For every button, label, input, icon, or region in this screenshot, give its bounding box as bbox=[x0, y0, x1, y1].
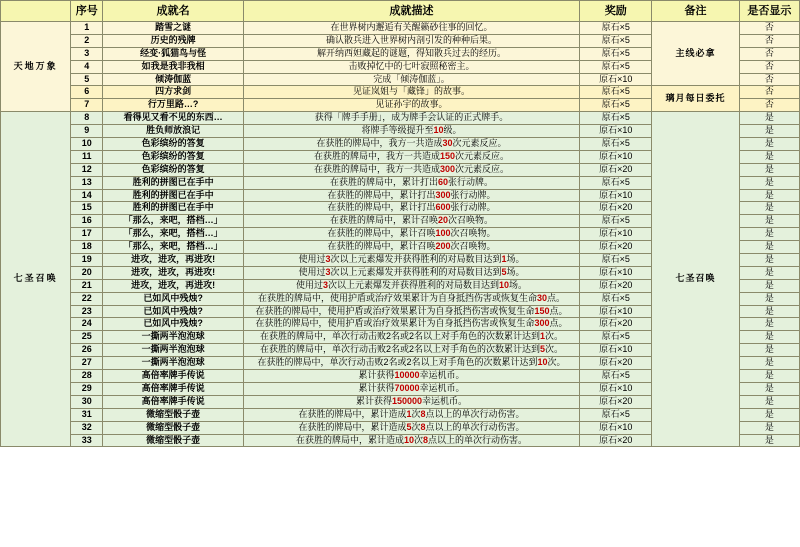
achievement-reward: 原石×20 bbox=[580, 241, 652, 254]
achievement-description: 解开纳西妲藏起的谜题，得知散兵过去的经历。 bbox=[243, 47, 579, 60]
row-index: 22 bbox=[71, 292, 103, 305]
display-flag: 否 bbox=[739, 99, 799, 112]
row-index: 21 bbox=[71, 279, 103, 292]
achievement-name: 一撕两半泡泡球 bbox=[103, 357, 244, 370]
achievement-reward: 原石×20 bbox=[580, 318, 652, 331]
achievement-name: 「那么，来吧，搭档…」 bbox=[103, 228, 244, 241]
achievement-description: 在获胜的牌局中，累计打出300张行动牌。 bbox=[243, 189, 579, 202]
achievement-description: 获得「牌手手册」，成为牌手会认证的正式牌手。 bbox=[243, 112, 579, 125]
display-flag: 是 bbox=[739, 370, 799, 383]
row-index: 25 bbox=[71, 331, 103, 344]
header-cell-5: 备注 bbox=[652, 1, 739, 22]
display-flag: 是 bbox=[739, 318, 799, 331]
achievement-description: 在获胜的牌局中，使用护盾或治疗效果累计为自身抵挡伤害或恢复生命300点。 bbox=[243, 318, 579, 331]
achievement-reward: 原石×10 bbox=[580, 73, 652, 86]
achievement-name: 高倍率牌手传说 bbox=[103, 370, 244, 383]
display-flag: 是 bbox=[739, 163, 799, 176]
header-cell-6: 是否显示 bbox=[739, 1, 799, 22]
achievement-description: 累计获得10000幸运机币。 bbox=[243, 370, 579, 383]
row-index: 30 bbox=[71, 395, 103, 408]
achievement-name: 微缩型骰子壶 bbox=[103, 434, 244, 447]
achievement-reward: 原石×5 bbox=[580, 34, 652, 47]
row-index: 26 bbox=[71, 344, 103, 357]
achievement-reward: 原石×5 bbox=[580, 292, 652, 305]
achievement-description: 确认散兵进入世界树内剖引发的种种后果。 bbox=[243, 34, 579, 47]
row-index: 9 bbox=[71, 125, 103, 138]
row-index: 19 bbox=[71, 254, 103, 267]
table-row[interactable] bbox=[1, 112, 800, 125]
achievement-name: 经变·狐猫鸟与怪 bbox=[103, 47, 244, 60]
row-index: 14 bbox=[71, 189, 103, 202]
header-cell-3: 成就描述 bbox=[243, 1, 579, 22]
achievement-name: 高倍率牌手传说 bbox=[103, 382, 244, 395]
display-flag: 是 bbox=[739, 215, 799, 228]
row-index: 10 bbox=[71, 138, 103, 151]
achievement-name: 一撕两半泡泡球 bbox=[103, 344, 244, 357]
achievement-reward: 原石×5 bbox=[580, 408, 652, 421]
display-flag: 是 bbox=[739, 421, 799, 434]
achievement-name: 微缩型骰子壶 bbox=[103, 408, 244, 421]
achievement-name: 已如风中残烛? bbox=[103, 305, 244, 318]
row-index: 27 bbox=[71, 357, 103, 370]
achievement-description: 在获胜的牌局中，累计召唤20次召唤物。 bbox=[243, 215, 579, 228]
display-flag: 是 bbox=[739, 150, 799, 163]
achievement-description: 在获胜的牌局中，累计打出600张行动牌。 bbox=[243, 202, 579, 215]
achievement-description: 在获胜的牌局中，我方一共造成300次元素反应。 bbox=[243, 163, 579, 176]
table-row[interactable] bbox=[1, 22, 800, 35]
achievement-reward: 原石×5 bbox=[580, 254, 652, 267]
table-header-row bbox=[1, 1, 800, 22]
row-index: 7 bbox=[71, 99, 103, 112]
row-index: 3 bbox=[71, 47, 103, 60]
row-index: 23 bbox=[71, 305, 103, 318]
achievement-reward: 原石×5 bbox=[580, 86, 652, 99]
display-flag: 是 bbox=[739, 254, 799, 267]
achievement-reward: 原石×20 bbox=[580, 163, 652, 176]
row-index: 4 bbox=[71, 60, 103, 73]
achievement-reward: 原石×20 bbox=[580, 357, 652, 370]
display-flag: 是 bbox=[739, 138, 799, 151]
category-cell-qisheng: 七圣召唤 bbox=[1, 112, 71, 447]
table-row[interactable] bbox=[1, 86, 800, 99]
achievement-reward: 原石×10 bbox=[580, 266, 652, 279]
display-flag: 是 bbox=[739, 202, 799, 215]
achievement-description: 在获胜的牌局中，累计召唤200次召唤物。 bbox=[243, 241, 579, 254]
achievement-name: 色彩缤纷的答复 bbox=[103, 150, 244, 163]
display-flag: 否 bbox=[739, 34, 799, 47]
achievement-name: 进攻，进攻，再进攻! bbox=[103, 254, 244, 267]
display-flag: 否 bbox=[739, 22, 799, 35]
row-index: 32 bbox=[71, 421, 103, 434]
achievement-description: 在获胜的牌局中，我方一共造成150次元素反应。 bbox=[243, 150, 579, 163]
achievement-name: 胜利的拼图已在手中 bbox=[103, 202, 244, 215]
achievement-reward: 原石×5 bbox=[580, 176, 652, 189]
display-flag: 否 bbox=[739, 73, 799, 86]
achievement-reward: 原石×5 bbox=[580, 215, 652, 228]
display-flag: 是 bbox=[739, 408, 799, 421]
display-flag: 否 bbox=[739, 60, 799, 73]
achievement-name: 胜利的拼图已在手中 bbox=[103, 176, 244, 189]
achievement-name: 如我是我非我相 bbox=[103, 60, 244, 73]
row-index: 13 bbox=[71, 176, 103, 189]
achievement-description: 在世界树内邂逅有关醒籁砂往事的回忆。 bbox=[243, 22, 579, 35]
display-flag: 否 bbox=[739, 86, 799, 99]
achievement-description: 在获胜的牌局中，单次行动击败2名或2名以上对手角色的次数累计达到5次。 bbox=[243, 344, 579, 357]
achievement-description: 累计获得150000幸运机币。 bbox=[243, 395, 579, 408]
display-flag: 是 bbox=[739, 189, 799, 202]
achievement-name: 已如风中残烛? bbox=[103, 318, 244, 331]
row-index: 33 bbox=[71, 434, 103, 447]
display-flag: 是 bbox=[739, 112, 799, 125]
achievement-name: 胜负师放浪记 bbox=[103, 125, 244, 138]
achievement-name: 进攻，进攻，再进攻! bbox=[103, 266, 244, 279]
achievement-description: 见证孙宇的故事。 bbox=[243, 99, 579, 112]
category-cell-tiandi: 天地万象 bbox=[1, 22, 71, 112]
achievement-name: 看得见又看不见的东西… bbox=[103, 112, 244, 125]
display-flag: 是 bbox=[739, 125, 799, 138]
display-flag: 是 bbox=[739, 305, 799, 318]
achievement-name: 微缩型骰子壶 bbox=[103, 421, 244, 434]
display-flag: 是 bbox=[739, 357, 799, 370]
row-index: 20 bbox=[71, 266, 103, 279]
note-daily: 璃月每日委托 bbox=[652, 86, 739, 112]
achievement-description: 在获胜的牌局中，单次行动击败2名或2名以上对手角色的次数累计达到1次。 bbox=[243, 331, 579, 344]
achievement-description: 在获胜的牌局中，累计造成5次8点以上的单次行动伤害。 bbox=[243, 421, 579, 434]
achievement-name: 进攻，进攻，再进攻! bbox=[103, 279, 244, 292]
achievement-reward: 原石×5 bbox=[580, 138, 652, 151]
achievement-reward: 原石×10 bbox=[580, 344, 652, 357]
row-index: 17 bbox=[71, 228, 103, 241]
achievement-name: 「那么，来吧，搭档…」 bbox=[103, 215, 244, 228]
display-flag: 是 bbox=[739, 344, 799, 357]
achievement-name: 行万里路…? bbox=[103, 99, 244, 112]
achievement-name: 胜利的拼图已在手中 bbox=[103, 189, 244, 202]
row-index: 2 bbox=[71, 34, 103, 47]
achievement-reward: 原石×10 bbox=[580, 305, 652, 318]
row-index: 18 bbox=[71, 241, 103, 254]
achievement-description: 见证岚姐与「藏锋」的故事。 bbox=[243, 86, 579, 99]
achievement-reward: 原石×5 bbox=[580, 99, 652, 112]
row-index: 28 bbox=[71, 370, 103, 383]
achievement-reward: 原石×20 bbox=[580, 279, 652, 292]
display-flag: 否 bbox=[739, 47, 799, 60]
display-flag: 是 bbox=[739, 382, 799, 395]
achievement-name: 高倍率牌手传说 bbox=[103, 395, 244, 408]
display-flag: 是 bbox=[739, 241, 799, 254]
header-cell-category bbox=[1, 1, 71, 22]
achievement-name: 历史的残牌 bbox=[103, 34, 244, 47]
achievement-reward: 原石×10 bbox=[580, 382, 652, 395]
achievement-reward: 原石×20 bbox=[580, 395, 652, 408]
achievement-reward: 原石×10 bbox=[580, 228, 652, 241]
header-cell-1: 序号 bbox=[71, 1, 103, 22]
achievement-name: 色彩缤纷的答复 bbox=[103, 138, 244, 151]
achievement-reward: 原石×20 bbox=[580, 434, 652, 447]
achievement-reward: 原石×5 bbox=[580, 22, 652, 35]
achievement-reward: 原石×10 bbox=[580, 189, 652, 202]
note-qisheng: 七圣召唤 bbox=[652, 112, 739, 447]
row-index: 1 bbox=[71, 22, 103, 35]
row-index: 24 bbox=[71, 318, 103, 331]
display-flag: 是 bbox=[739, 292, 799, 305]
achievement-name: 一撕两半泡泡球 bbox=[103, 331, 244, 344]
achievement-description: 完成「倾涛伽蓝」。 bbox=[243, 73, 579, 86]
achievement-reward: 原石×20 bbox=[580, 202, 652, 215]
display-flag: 是 bbox=[739, 331, 799, 344]
row-index: 5 bbox=[71, 73, 103, 86]
row-index: 12 bbox=[71, 163, 103, 176]
display-flag: 是 bbox=[739, 176, 799, 189]
achievement-name: 已如风中残烛? bbox=[103, 292, 244, 305]
achievement-description: 累计获得70000幸运机币。 bbox=[243, 382, 579, 395]
achievement-description: 使用过3次以上元素爆发并获得胜利的对局数目达到1场。 bbox=[243, 254, 579, 267]
achievement-description: 在获胜的牌局中，使用护盾或治疗效果累计为自身抵挡伤害或恢复生命150点。 bbox=[243, 305, 579, 318]
header-cell-2: 成就名 bbox=[103, 1, 244, 22]
display-flag: 是 bbox=[739, 228, 799, 241]
achievement-description: 在获胜的牌局中，累计造成1次8点以上的单次行动伤害。 bbox=[243, 408, 579, 421]
achievement-reward: 原石×10 bbox=[580, 125, 652, 138]
display-flag: 是 bbox=[739, 266, 799, 279]
achievement-name: 踏雪之谜 bbox=[103, 22, 244, 35]
row-index: 6 bbox=[71, 86, 103, 99]
achievement-description: 在获胜的牌局中，单次行动击败2名或2名以上对手角色的次数累计达到10次。 bbox=[243, 357, 579, 370]
row-index: 16 bbox=[71, 215, 103, 228]
achievement-name: 四方求剑 bbox=[103, 86, 244, 99]
achievement-name: 倾涛伽蓝 bbox=[103, 73, 244, 86]
display-flag: 是 bbox=[739, 434, 799, 447]
achievement-reward: 原石×5 bbox=[580, 47, 652, 60]
row-index: 11 bbox=[71, 150, 103, 163]
row-index: 8 bbox=[71, 112, 103, 125]
achievement-reward: 原石×5 bbox=[580, 60, 652, 73]
achievement-description: 使用过3次以上元素爆发并获得胜利的对局数目达到5场。 bbox=[243, 266, 579, 279]
achievement-description: 击败掉忆中的七叶寂照秘密主。 bbox=[243, 60, 579, 73]
achievement-name: 色彩缤纷的答复 bbox=[103, 163, 244, 176]
achievement-reward: 原石×10 bbox=[580, 421, 652, 434]
achievement-description: 在获胜的牌局中，累计打出60张行动牌。 bbox=[243, 176, 579, 189]
achievement-reward: 原石×5 bbox=[580, 112, 652, 125]
achievement-description: 在获胜的牌局中，累计造成10次8点以上的单次行动伤害。 bbox=[243, 434, 579, 447]
achievement-name: 「那么，来吧，搭档…」 bbox=[103, 241, 244, 254]
achievement-description: 使用过3次以上元素爆发并获得胜利的对局数目达到10场。 bbox=[243, 279, 579, 292]
header-cell-4: 奖励 bbox=[580, 1, 652, 22]
achievement-description: 在获胜的牌局中，使用护盾或治疗效果累计为自身抵挡伤害或恢复生命30点。 bbox=[243, 292, 579, 305]
display-flag: 是 bbox=[739, 395, 799, 408]
row-index: 29 bbox=[71, 382, 103, 395]
achievement-description: 将牌手等级提升至10级。 bbox=[243, 125, 579, 138]
achievement-reward: 原石×5 bbox=[580, 370, 652, 383]
achievement-description: 在获胜的牌局中，我方一共造成30次元素反应。 bbox=[243, 138, 579, 151]
achievement-reward: 原石×5 bbox=[580, 331, 652, 344]
achievement-description: 在获胜的牌局中，累计召唤100次召唤物。 bbox=[243, 228, 579, 241]
row-index: 15 bbox=[71, 202, 103, 215]
achievement-reward: 原石×10 bbox=[580, 150, 652, 163]
display-flag: 是 bbox=[739, 279, 799, 292]
row-index: 31 bbox=[71, 408, 103, 421]
note-main-must: 主线必拿 bbox=[652, 22, 739, 86]
